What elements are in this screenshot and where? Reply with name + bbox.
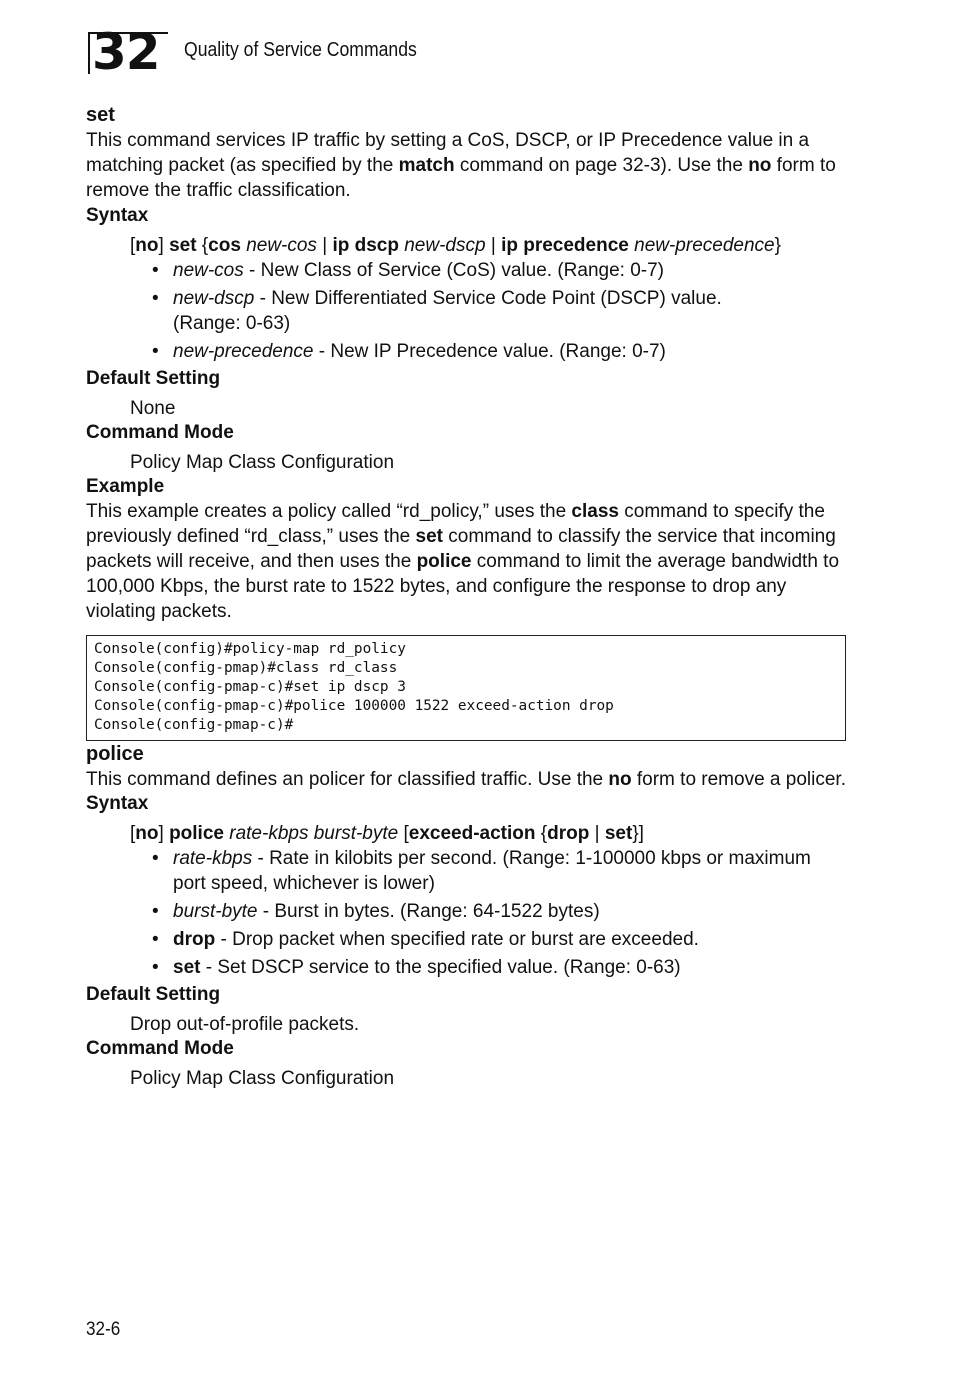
command-mode-heading: Command Mode bbox=[86, 421, 234, 443]
syntax-heading: Syntax bbox=[86, 204, 149, 226]
command-mode-value: Policy Map Class Configuration bbox=[130, 451, 395, 473]
syntax-punct: [ bbox=[130, 234, 136, 256]
set-parameter-list bbox=[152, 258, 846, 364]
syntax-keyword: set bbox=[604, 822, 633, 844]
syntax-param: new-dscp bbox=[404, 234, 486, 256]
param-name: burst-byte bbox=[173, 900, 258, 922]
syntax-punct: { bbox=[535, 822, 548, 844]
example-code-block bbox=[86, 635, 846, 741]
code-line: Console(config-pmap-c)# bbox=[94, 716, 294, 733]
list-item bbox=[152, 927, 846, 952]
param-name: new-cos bbox=[173, 259, 244, 281]
page-content bbox=[86, 102, 846, 1091]
param-name: new-dscp bbox=[173, 287, 255, 309]
default-setting-value: None bbox=[130, 397, 176, 419]
syntax-param: new-cos bbox=[246, 234, 317, 256]
text-run: command to limit the average bandwidth to 100,000 Kbps, the burst rate to 1522 bytes, and configure the response to drop any violating packets. bbox=[86, 551, 840, 623]
set-command-section bbox=[86, 102, 846, 741]
param-desc: - New IP Precedence value. (Range: 0-7) bbox=[313, 340, 666, 362]
code-line: Console(config-pmap-c)#police 100000 1522 exceed-action drop bbox=[94, 697, 614, 714]
text-run: form to remove the traffic classification. bbox=[86, 155, 836, 202]
syntax-punct: | bbox=[589, 822, 605, 844]
syntax-punct: ] bbox=[158, 822, 170, 844]
list-item bbox=[152, 846, 846, 896]
chapter-number: 32 bbox=[92, 23, 160, 81]
text-run: This example creates a policy called “rd_policy,” uses the bbox=[86, 500, 572, 522]
syntax-keyword: cos bbox=[208, 234, 241, 256]
list-item bbox=[152, 286, 846, 336]
police-description bbox=[86, 767, 846, 792]
syntax-keyword: no bbox=[135, 234, 159, 256]
syntax-param: rate-kbps bbox=[229, 822, 309, 844]
param-desc: port speed, whichever is lower) bbox=[173, 872, 435, 894]
example-description bbox=[86, 499, 846, 625]
text-run: command to specify the previously defined “rd_class,” uses the bbox=[86, 500, 825, 547]
param-name: drop bbox=[173, 928, 216, 950]
syntax-heading: Syntax bbox=[86, 792, 149, 814]
code-line: Console(config-pmap-c)#set ip dscp 3 bbox=[94, 678, 406, 695]
param-desc: - New Differentiated Service Code Point (DSCP) value. bbox=[254, 287, 722, 309]
police-parameter-list bbox=[152, 846, 846, 980]
keyword-match: match bbox=[398, 155, 455, 177]
default-setting-value: Drop out-of-profile packets. bbox=[130, 1013, 360, 1035]
param-desc: - Set DSCP service to the specified value. (Range: 0-63) bbox=[200, 956, 681, 978]
keyword-no: no bbox=[608, 768, 632, 790]
default-setting-heading: Default Setting bbox=[86, 983, 221, 1005]
list-item bbox=[152, 955, 846, 980]
param-name: rate-kbps bbox=[173, 847, 253, 869]
command-mode-value: Policy Map Class Configuration bbox=[130, 1067, 395, 1089]
param-desc: (Range: 0-63) bbox=[173, 312, 291, 334]
text-run: This command defines an policer for classified traffic. Use the bbox=[86, 768, 609, 790]
code-line: Console(config)#policy-map rd_policy bbox=[94, 640, 406, 657]
text-run: This command services IP traffic by setting a CoS, DSCP, or IP Precedence value in a matching packet (as specified by the bbox=[86, 130, 810, 177]
syntax-punct: [ bbox=[130, 822, 136, 844]
chapter-title: Quality of Service Commands bbox=[184, 39, 417, 61]
command-title-police: police bbox=[86, 742, 144, 765]
syntax-keyword: ip dscp bbox=[332, 234, 399, 256]
syntax-punct: } bbox=[774, 234, 781, 256]
param-desc: - Drop packet when specified rate or burst are exceeded. bbox=[215, 928, 699, 950]
syntax-punct: [ bbox=[398, 822, 409, 844]
param-desc: - Burst in bytes. (Range: 64-1522 bytes) bbox=[257, 900, 600, 922]
syntax-keyword: set bbox=[169, 234, 197, 256]
page-number: 32-6 bbox=[86, 1319, 121, 1340]
police-command-section bbox=[86, 741, 846, 1091]
param-desc: - New Class of Service (CoS) value. (Range: 0-7) bbox=[243, 259, 665, 281]
police-syntax-line bbox=[130, 822, 846, 846]
keyword-class: class bbox=[571, 500, 619, 522]
syntax-param: burst-byte bbox=[313, 822, 399, 844]
command-title-set: set bbox=[86, 104, 115, 126]
syntax-keyword: police bbox=[169, 822, 224, 844]
set-syntax-line bbox=[130, 234, 846, 258]
syntax-punct: { bbox=[196, 234, 209, 256]
param-name: set bbox=[173, 956, 201, 978]
syntax-keyword: drop bbox=[547, 822, 590, 844]
text-run: command on page 32-3). Use the bbox=[454, 155, 749, 177]
param-name: new-precedence bbox=[173, 340, 314, 362]
list-item bbox=[152, 258, 846, 283]
syntax-punct: | bbox=[485, 234, 502, 256]
example-heading: Example bbox=[86, 475, 165, 497]
text-run: command to classify the service that incoming packets will receive, and then uses the bbox=[86, 525, 836, 573]
syntax-param: new-precedence bbox=[634, 234, 775, 256]
list-item bbox=[152, 899, 846, 924]
list-item bbox=[152, 339, 846, 364]
command-mode-heading: Command Mode bbox=[86, 1037, 234, 1059]
syntax-keyword: ip precedence bbox=[501, 234, 629, 256]
keyword-set: set bbox=[415, 525, 443, 547]
default-setting-heading: Default Setting bbox=[86, 367, 221, 389]
param-desc: - Rate in kilobits per second. (Range: 1-100000 kbps or maximum bbox=[252, 847, 811, 869]
syntax-keyword: exceed-action bbox=[408, 822, 536, 844]
text-run: form to remove a policer. bbox=[631, 768, 846, 790]
syntax-punct: ] bbox=[158, 234, 170, 256]
syntax-keyword: no bbox=[135, 822, 159, 844]
syntax-punct: | bbox=[316, 234, 333, 256]
keyword-police: police bbox=[416, 551, 472, 573]
set-description bbox=[86, 128, 846, 204]
syntax-punct: }] bbox=[632, 822, 644, 844]
keyword-no: no bbox=[748, 155, 772, 177]
code-line: Console(config-pmap)#class rd_class bbox=[94, 659, 398, 676]
